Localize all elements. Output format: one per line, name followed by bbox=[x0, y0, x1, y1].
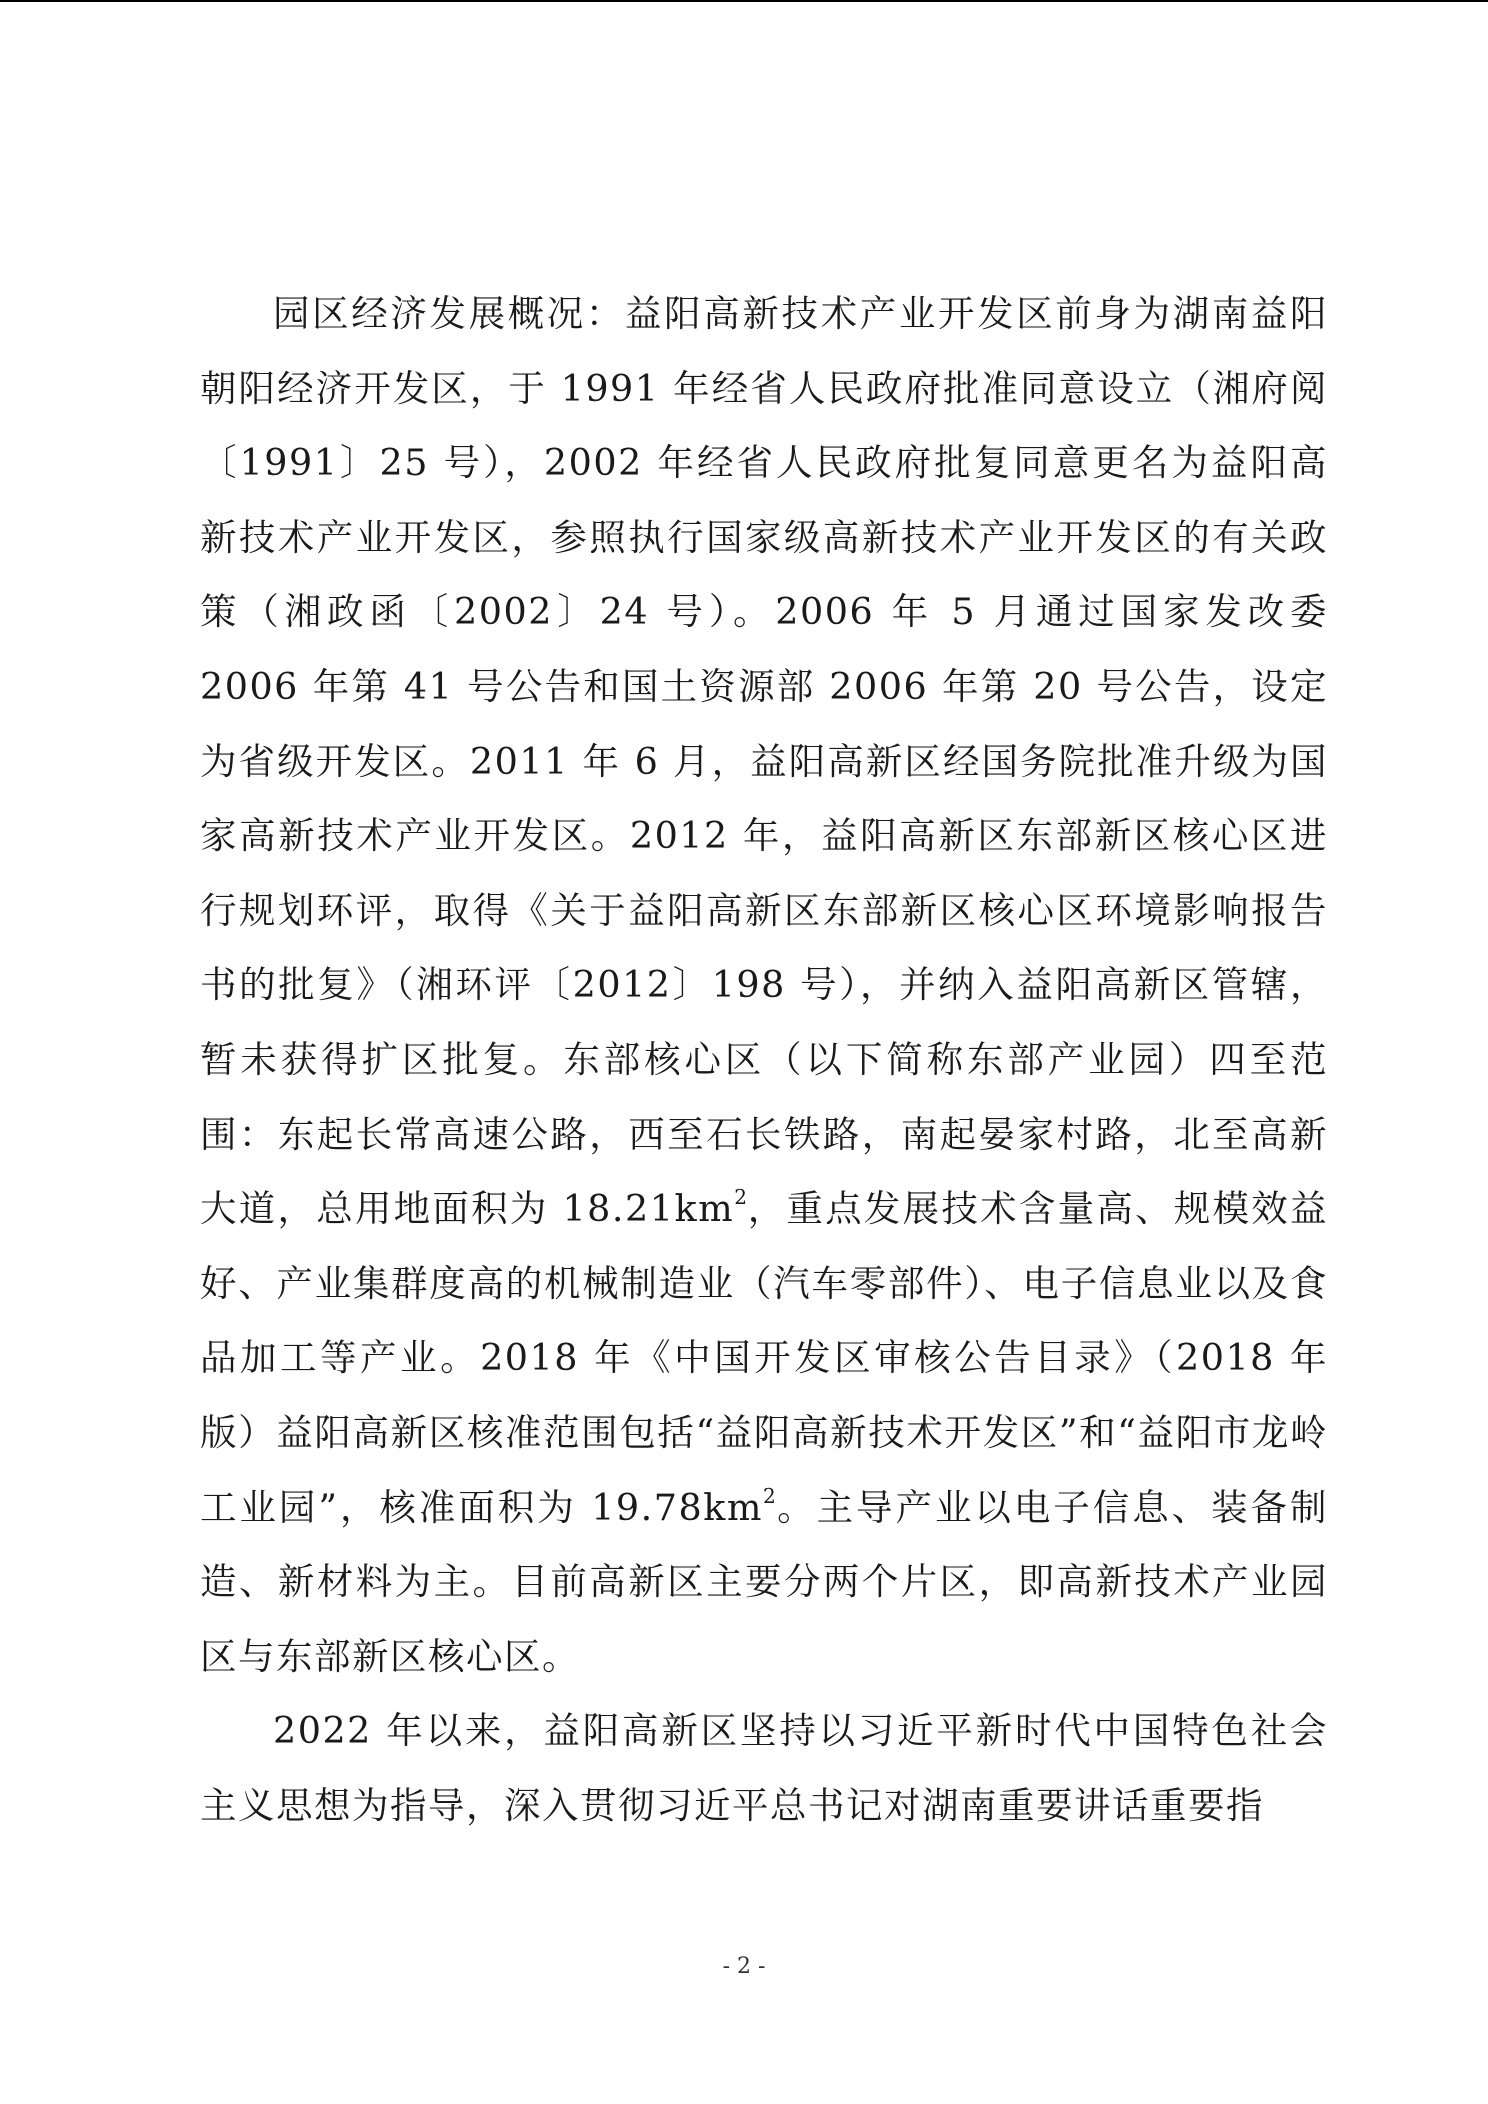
paragraph-text: 2022 年以来，益阳高新区坚持以习近平新时代中国特色社会主义思想为指导，深入贯彻习近平总书记对湖南重要讲话重要指 bbox=[200, 1709, 1328, 1827]
paragraph-text: ，重点发展技术含量高、规模效益好、产业集群度高的机械制造业（汽车零部件）、电子信息业以及食品加工等产业。2018 年《中国开发区审核公告目录》（2018 年版）益阳高新区核准范围包括“益阳高新技术开发区”和“益阳市龙岭工业园”，核准面积为 19.78km bbox=[200, 1187, 1328, 1529]
page-number: - 2 - bbox=[722, 1954, 766, 1979]
paragraph-since-2022 bbox=[200, 1694, 1328, 1843]
body-text bbox=[200, 277, 1328, 1843]
superscript-squared: 2 bbox=[762, 1483, 776, 1508]
paragraph-park-overview bbox=[200, 277, 1328, 1694]
paragraph-text: 园区经济发展概况：益阳高新技术产业开发区前身为湖南益阳朝阳经济开发区，于 1991 年经省人民政府批准同意设立（湘府阅〔1991〕25 号），2002 年经省人民政府批复同意更名为益阳高新技术产业开发区，参照执行国家级高新技术产业开发区的有关政策（湘政函〔2002〕24 号）。2006 年 5 月通过国家发改委 2006 年第 41 号公告和国土资源部 2006 年第 20 号公告，设定为省级开发区。2011 年 6 月，益阳高新区经国务院批准升级为国家高新技术产业开发区。2012 年，益阳高新区东部新区核心区进行规划环评，取得《关于益阳高新区东部新区核心区环境影响报告书的批复》（湘环评〔2012〕198 号），并纳入益阳高新区管辖，暂未获得扩区批复。东部核心区（以下简称东部产业园）四至范围：东起长常高速公路，西至石长铁路，南起晏家村路，北至高新大道，总用地面积为 18.21km bbox=[200, 292, 1328, 1231]
paragraph-text: 。主导产业以电子信息、装备制造、新材料为主。目前高新区主要分两个片区，即高新技术产业园区与东部新区核心区。 bbox=[200, 1485, 1329, 1678]
superscript-squared: 2 bbox=[734, 1185, 747, 1210]
